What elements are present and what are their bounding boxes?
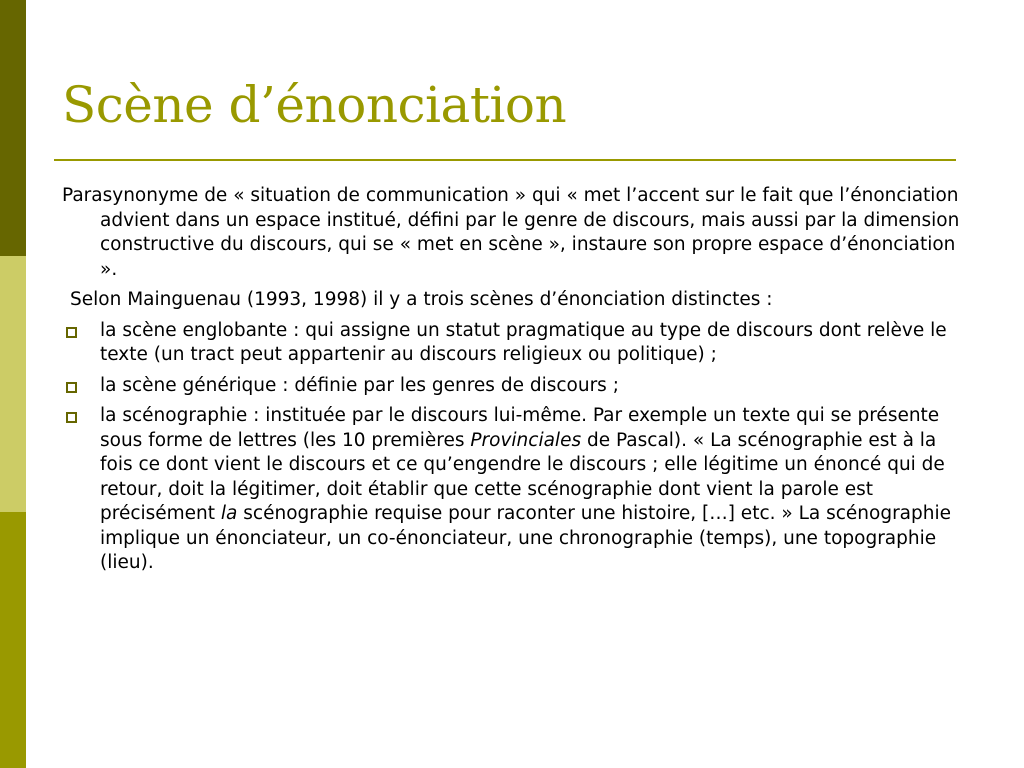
side-bar-middle [0, 256, 26, 512]
intro-paragraph: Parasynonyme de « situation de communication » qui « met l’accent sur le fait que l’énonciation advient dans un espace institué, défini par le genre de discours, mais aussi par la dimension constructive du discours, qui se « met en scène », instaure son propre espace d’énonciation ». [62, 185, 960, 280]
side-bar-top [0, 0, 26, 256]
bullet-text: la scène générique : définie par les genres de discours ; [100, 374, 619, 396]
italic-text: la [220, 503, 238, 524]
square-bullet-icon [66, 412, 77, 423]
title-divider [54, 159, 956, 161]
list-item [62, 374, 962, 399]
bullet-text: la scène englobante : qui assigne un statut pragmatique au type de discours dont relève le texte (un tract peut appartenir au discours religieux ou politique) ; [100, 319, 947, 365]
list-item [62, 319, 962, 368]
slide-content [62, 184, 962, 582]
list-item [62, 404, 962, 576]
bullet-text-part: de Pascal). « La scénographie est à la fois ce dont vient le discours et ce qu’engendre le discours ; elle légitime un énoncé qui de retour, doit la légitimer, doit établir que cette scénographie dont vient la parole est précisément [100, 429, 945, 524]
bullet-text-part: la scénographie : instituée par le discours lui-même. Par exemple un texte qui se présente sous forme de lettres (les 10 premières [100, 405, 940, 451]
bullet-text-part: scénographie requise pour raconter une histoire, […] etc. » La scénographie implique un énonciateur, un co-énonciateur, une chronographie (temps), une topographie (lieu). [100, 503, 952, 573]
square-bullet-icon [66, 327, 77, 338]
italic-text: Provinciales [470, 429, 582, 451]
side-bar-bottom [0, 512, 26, 768]
scenes-intro-paragraph: Selon Mainguenau (1993, 1998) il y a trois scènes d’énonciation distinctes : [70, 289, 773, 310]
bullet-list [62, 319, 962, 576]
square-bullet-icon [66, 382, 77, 393]
slide-title: Scène d’énonciation [62, 76, 567, 134]
